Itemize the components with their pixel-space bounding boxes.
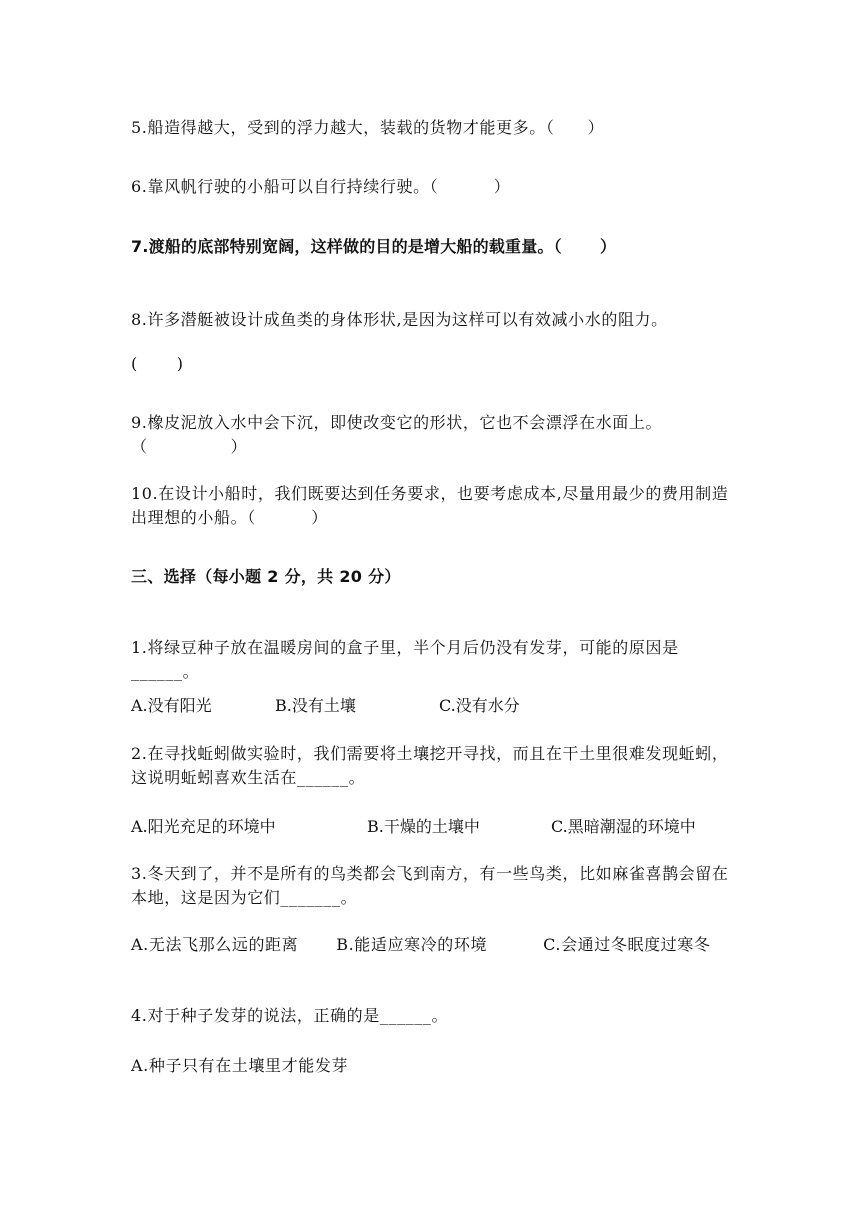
option-c: C.没有水分 [439, 696, 520, 715]
section-title: 三、选择（每小题 2 分，共 20 分） [131, 567, 401, 586]
choice-options-3 [131, 933, 731, 957]
choice-question-4-option-a: A.种子只有在土壤里才能发芽 [131, 1056, 349, 1075]
option-a: A.阳光充足的环境中 [131, 817, 276, 836]
judge-question-8-blank: ( ) [131, 354, 184, 373]
option-c: C.会通过冬眠度过寒冬 [543, 935, 711, 954]
option-a: A.无法飞那么远的距离 [131, 935, 299, 954]
judge-question-5: 5.船造得越大，受到的浮力越大，装载的货物才能更多。（ ） [131, 118, 605, 137]
judge-question-9: 9.橡皮泥放入水中会下沉，即使改变它的形状，它也不会漂浮在水面上。（ ） [131, 413, 663, 456]
choice-question-2: 2.在寻找蚯蚓做实验时，我们需要将土壤挖开寻找，而且在干土里很难发现蚯蚓，这说明蚯蚓喜欢生活在______。 [131, 744, 729, 787]
judge-question-6: 6.靠风帆行驶的小船可以自行持续行驶。（ ） [131, 177, 511, 196]
option-b: B.干燥的土壤中 [367, 817, 480, 836]
option-b: B.能适应寒冷的环境 [336, 935, 488, 954]
option-b: B.没有土壤 [275, 696, 356, 715]
option-a: A.没有阳光 [131, 696, 212, 715]
judge-question-8: 8.许多潜艇被设计成鱼类的身体形状,是因为这样可以有效减小水的阻力。 [131, 310, 668, 329]
judge-question-7: 7.渡船的底部特别宽阔，这样做的目的是增大船的载重量。（ ） [131, 237, 617, 256]
judge-question-10: 10.在设计小船时，我们既要达到任务要求，也要考虑成本,尽量用最少的费用制造出理想的小船。（ ） [131, 484, 729, 527]
choice-question-1: 1.将绿豆种子放在温暖房间的盒子里，半个月后仍没有发芽，可能的原因是______。 [131, 638, 679, 681]
choice-question-4: 4.对于种子发芽的说法，正确的是______。 [131, 1006, 449, 1025]
choice-question-3: 3.冬天到了，并不是所有的鸟类都会飞到南方，有一些鸟类，比如麻雀喜鹊会留在本地，这是因为它们_______。 [131, 864, 729, 907]
option-c: C.黑暗潮湿的环境中 [551, 817, 696, 836]
